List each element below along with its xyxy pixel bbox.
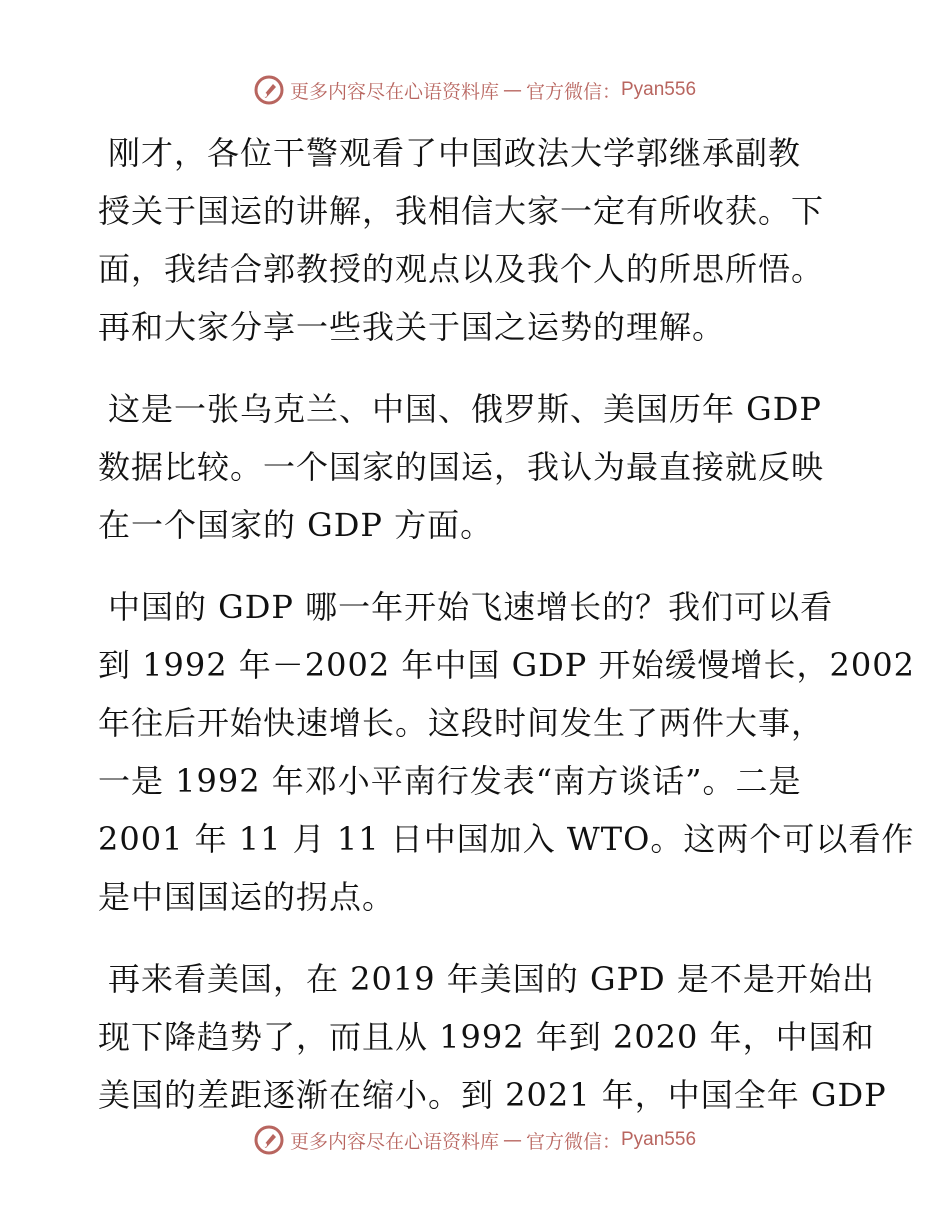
text-line: 现下降趋势了，而且从 1992 年到 2020 年，中国和 [98,1018,875,1056]
watermark-wechat-label: 官方微信： [525,80,621,103]
document-body [98,124,915,1148]
watermark-header [0,70,950,110]
watermark-wechat-label: 官方微信： [525,1130,621,1153]
text-line: 到 1992 年－2002 年中国 GDP 开始缓慢增长，2002 [98,646,915,684]
paragraph-1 [98,124,858,356]
text-line: 是中国国运的拐点。 [98,878,396,916]
text-line: 在一个国家的 GDP 方面。 [98,506,494,544]
pen-logo-icon [254,1125,284,1155]
text-line: 刚才，各位干警观看了中国政法大学郭继承副教 [108,134,802,172]
text-line: 美国的差距逐渐在缩小。到 2021 年，中国全年 GDP [98,1076,887,1114]
watermark-text: 更多内容尽在心语资料库 [289,1130,499,1153]
text-line: 再来看美国，在 2019 年美国的 GPD 是不是开始出 [108,960,875,998]
text-line: 年往后开始快速增长。这段时间发生了两件大事， [98,704,825,742]
text-line: 再和大家分享一些我关于国之运势的理解。 [98,308,726,346]
watermark-wechat-id: Pyan556 [621,1129,697,1150]
watermark-footer [0,1120,950,1160]
watermark-separator: — [502,1129,522,1151]
watermark-separator: — [502,79,522,101]
text-line: 一是 1992 年邓小平南行发表“南方谈话”。二是 [98,762,802,800]
text-line: 这是一张乌克兰、中国、俄罗斯、美国历年 GDP [108,390,822,428]
pen-logo-icon [254,75,284,105]
paragraph-3 [98,578,915,926]
watermark-wechat-id: Pyan556 [621,79,697,100]
text-line: 授关于国运的讲解，我相信大家一定有所收获。下 [98,192,825,230]
text-line: 数据比较。一个国家的国运，我认为最直接就反映 [98,448,825,486]
text-line: 2001 年 11 月 11 日中国加入 WTO。这两个可以看作 [98,820,915,858]
paragraph-4 [98,950,887,1124]
text-line: 面，我结合郭教授的观点以及我个人的所思所悟。 [98,250,825,288]
paragraph-2 [98,380,858,554]
watermark-text: 更多内容尽在心语资料库 [289,80,499,103]
text-line: 中国的 GDP 哪一年开始飞速增长的？我们可以看 [108,588,834,626]
